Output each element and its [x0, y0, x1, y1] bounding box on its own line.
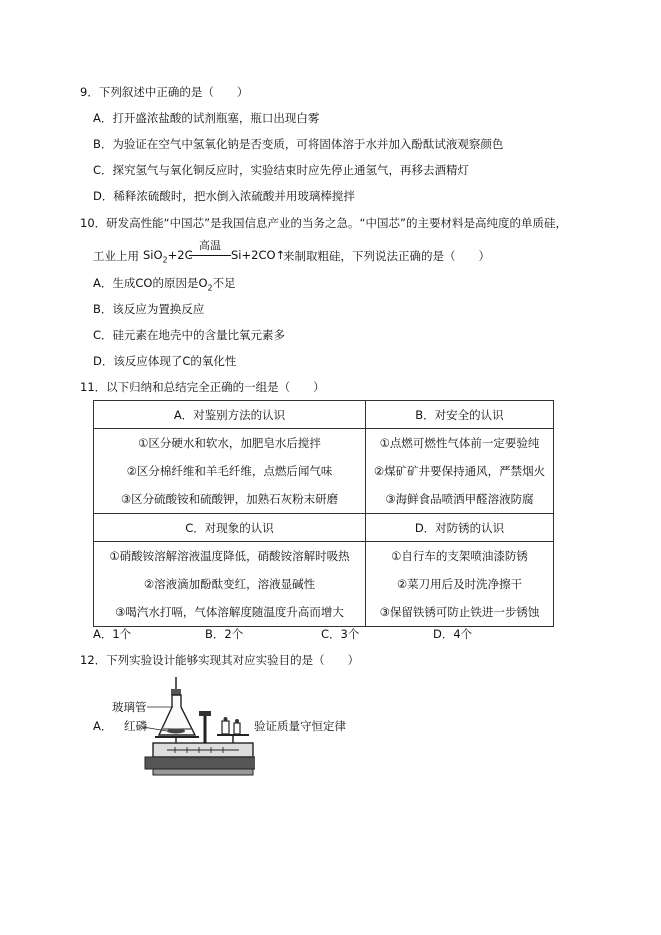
- q11-stem: 11．以下归纳和总结完全正确的一组是（ ）: [80, 380, 325, 394]
- q10-stem: 10．研发高性能“中国芯”是我国信息产业的当务之急。“中国芯”的主要材料是高纯度的单质硅，: [80, 216, 567, 230]
- q11-choice-a: A．1个: [93, 627, 132, 641]
- table-head-b: B．对安全的认识: [366, 401, 554, 429]
- q10-option-d: D．该反应体现了C的氧化性: [93, 354, 237, 368]
- table-item: ③喝汽水打嗝，气体溶解度随温度升高而增大: [115, 605, 344, 619]
- table-head-a: A．对鉴别方法的认识: [94, 401, 366, 429]
- q10-option-a: A．生成CO的原因是$O_2$不足: [93, 276, 236, 293]
- label-glass-tube: 玻璃管: [112, 700, 147, 714]
- q11-choices: [93, 626, 513, 642]
- table-item: ①区分硬水和软水，加肥皂水后搅拌: [138, 436, 321, 450]
- q11-choice-c: C．3个: [321, 627, 360, 641]
- table-head-d: D．对防锈的认识: [366, 514, 554, 542]
- equation-suffix: 来制取粗硅，下列说法正确的是（ ）: [283, 249, 490, 263]
- q9-option-a: A．打开盛浓盐酸的试剂瓶塞，瓶口出现白雾: [93, 111, 320, 125]
- table-item: ②溶液滴加酚酞变红，溶液显碱性: [143, 577, 316, 591]
- table-cell-d: [366, 542, 554, 627]
- q11-summary-table: [93, 400, 554, 627]
- q11-choice-b: B．2个: [205, 627, 244, 641]
- table-item: ③区分硫酸铵和硫酸钾，加熟石灰粉末研磨: [120, 492, 339, 506]
- table-cell-a: [94, 429, 366, 514]
- equation-bar: [189, 255, 231, 256]
- q9-stem: 9．下列叙述中正确的是（ ）: [80, 85, 249, 99]
- table-head-c: C．对现象的认识: [94, 514, 366, 542]
- q12-option-a-letter: A．: [93, 719, 113, 733]
- q12-stem: 12．下列实验设计能够实现其对应实验目的是（ ）: [80, 653, 360, 667]
- equation-condition: 高温: [199, 239, 221, 252]
- q9-option-d: D．稀释浓硫酸时，把水倒入浓硫酸并用玻璃棒搅拌: [93, 189, 355, 203]
- table-item: ②菜刀用后及时洗净擦干: [396, 577, 523, 591]
- balance-apparatus-figure: [112, 677, 255, 777]
- table-item: ①硝酸铵溶解溶液温度降低，硝酸铵溶解时吸热: [109, 549, 350, 563]
- label-red-phosphorus: 红磷: [124, 719, 147, 733]
- equation-prefix: 工业上用: [93, 249, 139, 263]
- table-item: ①点燃可燃性气体前一定要验纯: [379, 436, 540, 450]
- table-item: ③保留铁锈可防止铁进一步锈蚀: [379, 605, 540, 619]
- q10-option-b: B．该反应为置换反应: [93, 302, 205, 316]
- q12-option-a-text: 验证质量守恒定律: [254, 719, 346, 733]
- equation-products: Si+2CO↑: [231, 248, 286, 262]
- q10-option-c: C．硅元素在地壳中的含量比氧元素多: [93, 328, 286, 342]
- table-cell-b: [366, 429, 554, 514]
- table-cell-c: [94, 542, 366, 627]
- table-item: ①自行车的支架喷油漆防锈: [391, 549, 528, 563]
- q9-option-b: B．为验证在空气中氢氧化钠是否变质，可将固体溶于水并加入酚酞试液观察颜色: [93, 137, 504, 151]
- q11-choice-d: D．4个: [433, 627, 473, 641]
- table-item: ③海鲜食品喷洒甲醛溶液防腐: [385, 492, 534, 506]
- table-item: ②煤矿矿井要保持通风，严禁烟火: [373, 464, 546, 478]
- equation-reactants: SiO$_2$+2C: [143, 248, 193, 265]
- table-item: ②区分棉纤维和羊毛纤维，点燃后闻气味: [126, 464, 333, 478]
- q9-option-c: C．探究氢气与氧化铜反应时，实验结束时应先停止通氢气，再移去酒精灯: [93, 163, 470, 177]
